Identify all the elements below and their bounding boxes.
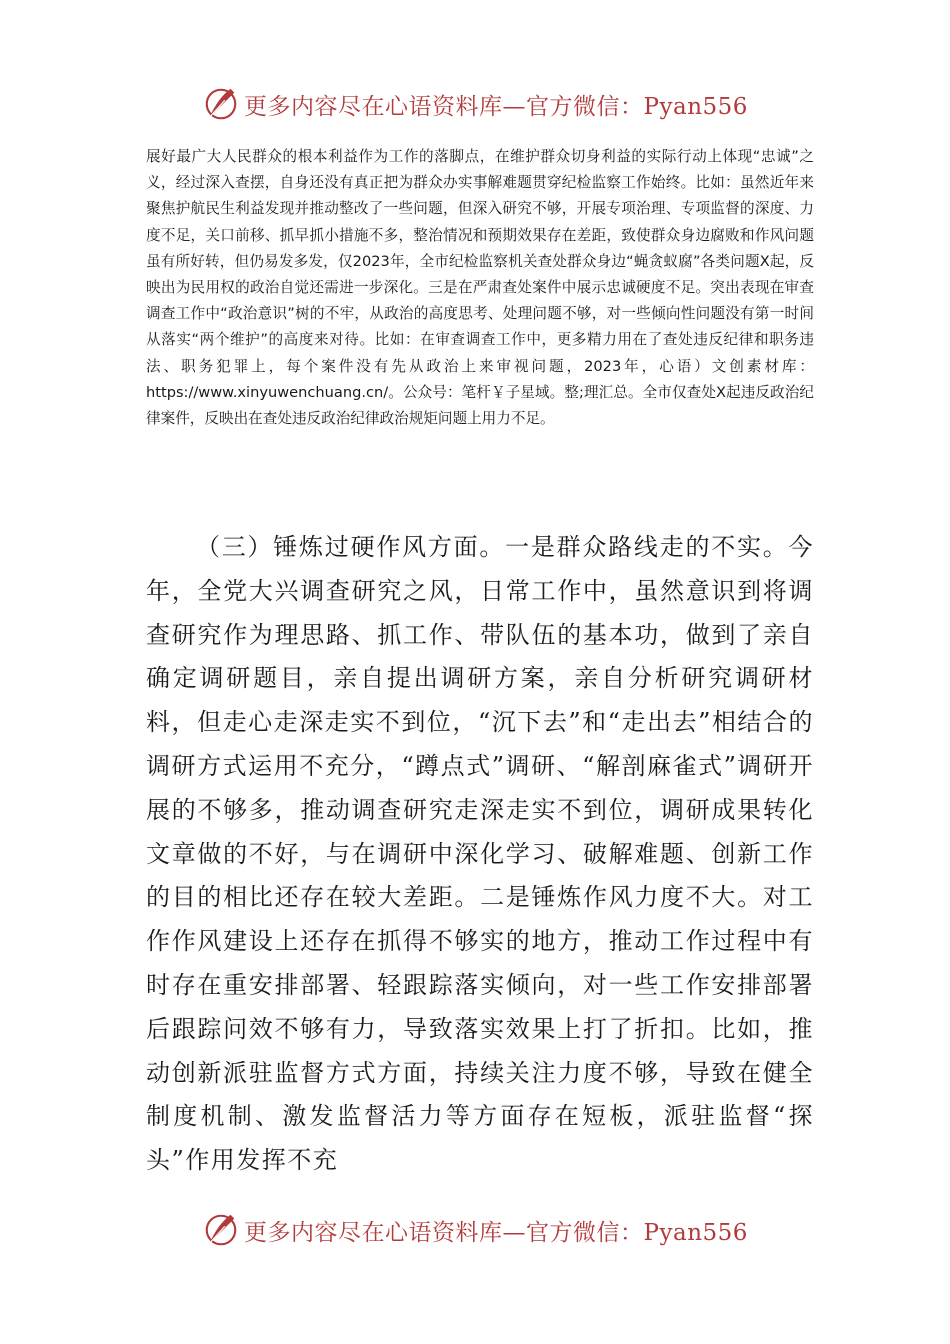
header-banner [0, 82, 950, 126]
footer-banner [0, 1208, 950, 1252]
small-text-block [146, 144, 814, 432]
feather-pen-logo-icon [202, 85, 240, 123]
header-banner-text: 更多内容尽在心语资料库—官方微信：Pyan556 [244, 93, 748, 120]
large-text-block [146, 526, 814, 1183]
small-paragraph: 展好最广大人民群众的根本利益作为工作的落脚点，在维护群众切身利益的实际行动上体现“忠诚”之义，经过深入查摆，自身还没有真正把为群众办实事解难题贯穿纪检监察工作始终。比如：虽然近年来聚焦护航民生利益发现并推动整改了一些问题，但深入研究不够，开展专项治理、专项监督的深度、力度不足，关口前移、抓早抓小措施不多，整治情况和预期效果存在差距，致使群众身边腐败和作风问题虽有所好转，但仍易发多发，仅2023年，全市纪检监察机关查处群众身边“蝇贪蚁腐”各类问题X起，反映出为民用权的政治自觉还需进一步深化。三是在严肃查处案件中展示忠诚硬度不足。突出表现在审查调查工作中“政治意识”树的不牢，从政治的高度思考、处理问题不够，对一些倾向性问题没有第一时间从落实“两个维护”的高度来对待。比如：在审查调查工作中，更多精力用在了查处违反纪律和职务违法、职务犯罪上，每个案件没有先从政治上来审视问题，2023年，心语）文创素材库：https://www.xinyuwenchuang.cn/。公众号：笔杆￥子星域。整;理汇总。全市仅查处X起违反政治纪律案件，反映出在查处违反政治纪律政治规矩问题上用力不足。 [146, 148, 814, 428]
feather-pen-logo-icon [202, 1211, 240, 1249]
footer-banner-text: 更多内容尽在心语资料库—官方微信：Pyan556 [244, 1219, 748, 1246]
large-paragraph: （三）锤炼过硬作风方面。一是群众路线走的不实。今年，全党大兴调查研究之风，日常工作中，虽然意识到将调查研究作为理思路、抓工作、带队伍的基本功，做到了亲自确定调研题目，亲自提出调研方案，亲自分析研究调研材料，但走心走深走实不到位，“沉下去”和“走出去”相结合的调研方式运用不充分，“蹲点式”调研、“解剖麻雀式”调研开展的不够多，推动调查研究走深走实不到位，调研成果转化文章做的不好，与在调研中深化学习、破解难题、创新工作的目的相比还存在较大差距。二是锤炼作风力度不大。对工作作风建设上还存在抓得不够实的地方，推动工作过程中有时存在重安排部署、轻跟踪落实倾向，对一些工作安排部署后跟踪问效不够有力，导致落实效果上打了折扣。比如，推动创新派驻监督方式方面，持续关注力度不够，导致在健全制度机制、激发监督活力等方面存在短板，派驻监督“探头”作用发挥不充 [146, 533, 814, 1175]
